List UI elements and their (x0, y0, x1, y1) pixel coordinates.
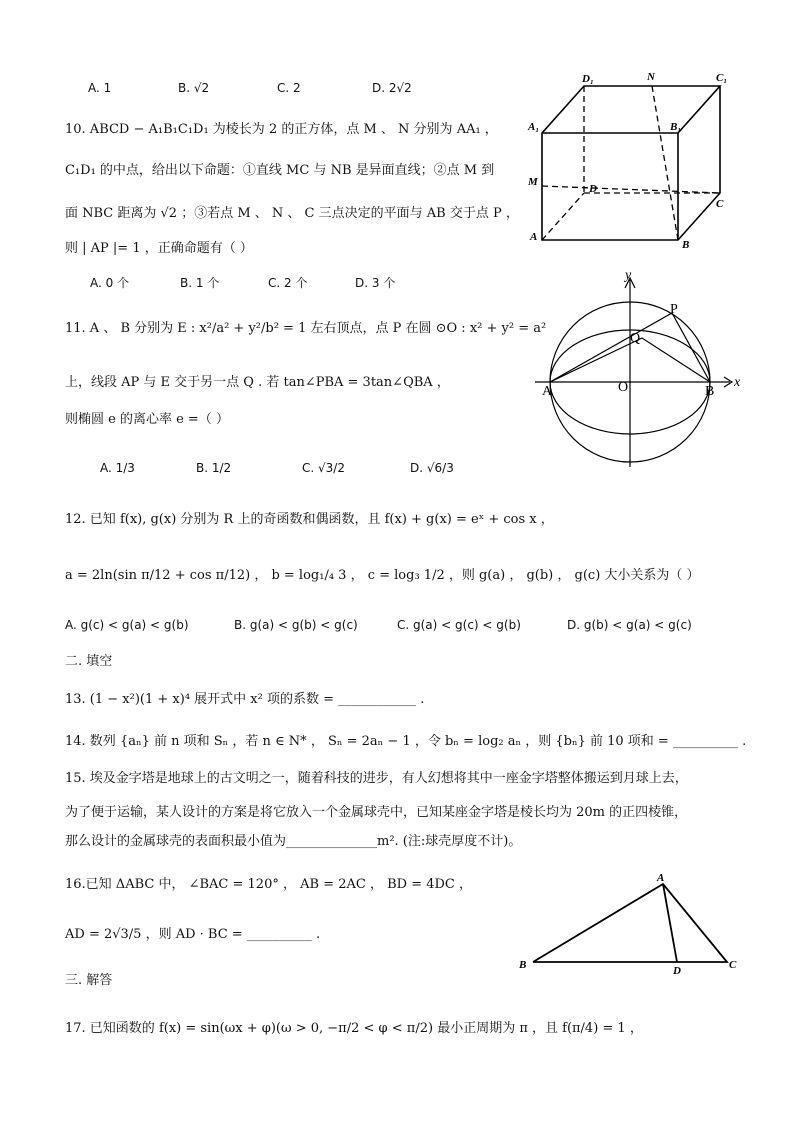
q11-line-3: 则椭圆 e 的离心率 e =（ ） (65, 412, 229, 427)
label-c1: C₁ (716, 72, 728, 84)
section-fill-in: 二. 填空 (65, 654, 113, 669)
axis-label-y: y (625, 268, 632, 283)
q10-line-1: 10. ABCD − A₁B₁C₁D₁ 为棱长为 2 的正方体，点 M 、 N 分别为 AA₁ ， (65, 122, 498, 137)
q9-option-d: D. 2√2 (372, 81, 412, 95)
point-label-a: A (542, 384, 553, 399)
q10-line-4: 则 | AP |= 1 ，正确命题有（ ） (65, 241, 253, 256)
point-label-p: P (670, 302, 678, 317)
q12-line-2: a = 2ln(sin π/12 + cos π/12) ， b = log₁/₄ 3 ， c = log₃ 1/2 ，则 g(a) ， g(b) ， g(c) 大小关系为（ ） (65, 568, 700, 583)
q9-option-c: C. 2 (277, 81, 301, 95)
q10-option-a: A. 0 个 (90, 276, 130, 290)
q10-option-d: D. 3 个 (355, 276, 396, 290)
q9-option-b: B. √2 (178, 81, 210, 95)
q10-option-c: C. 2 个 (268, 276, 308, 290)
axis-label-x: x (734, 375, 741, 390)
q12-option-b: B. g(a) < g(b) < g(c) (234, 618, 358, 632)
tri-label-c: C (729, 959, 737, 971)
q13-text: 13. (1 − x²)(1 + x)⁴ 展开式中 x² 项的系数 = ____________ . (65, 692, 425, 707)
label-c: C (716, 198, 724, 210)
q15-line-3: 那么设计的金属球壳的表面积最小值为______________m². (注:球壳厚度不计)。 (65, 834, 522, 849)
q11-option-c: C. √3/2 (302, 461, 345, 475)
point-label-o: O (618, 380, 629, 395)
tri-label-b: B (519, 959, 527, 971)
cube-figure (520, 68, 740, 253)
label-d: D (589, 183, 597, 195)
q14-text: 14. 数列 {aₙ} 前 n 项和 Sₙ ，若 n ∈ N* ， Sₙ = 2aₙ − 1 ，令 bₙ = log₂ aₙ ，则 {bₙ} 前 10 项和 = __________ . (65, 734, 747, 749)
tri-label-a: A (657, 872, 665, 884)
label-n: N (647, 71, 655, 83)
q11-line-2: 上，线段 AP 与 E 交于另一点 Q . 若 tan∠PBA = 3tan∠QBA ， (65, 375, 450, 390)
label-a1: A₁ (528, 121, 540, 133)
q11-option-d: D. √6/3 (410, 461, 454, 475)
label-b1: B₁ (670, 121, 682, 133)
label-a: A (530, 231, 538, 243)
q15-line-1: 15. 埃及金字塔是地球上的古文明之一，随着科技的进步，有人幻想将其中一座金字塔整体搬运到月球上去， (65, 771, 688, 786)
q15-line-2: 为了便于运输，某人设计的方案是将它放入一个金属球壳中，已知某座金字塔是棱长均为 20m 的正四棱锥， (65, 805, 688, 820)
q17-text: 17. 已知函数的 f(x) = sin(ωx + φ)(ω > 0, −π/2 < φ < π/2) 最小正周期为 π ，且 f(π/4) = 1 ， (65, 1021, 643, 1036)
q16-line-2: AD = 2√3/5 ，则 AD · BC = __________ . (65, 927, 321, 942)
point-label-b: B (705, 384, 715, 399)
q10-line-3: 面 NBC 距离为 √2 ；③若点 M 、 N 、 C 三点决定的平面与 AB 交于点 P ， (65, 206, 519, 221)
q11-option-b: B. 1/2 (196, 461, 232, 475)
q12-option-c: C. g(a) < g(c) < g(b) (397, 618, 521, 632)
tri-label-d: D (673, 965, 681, 977)
label-d1: D₁ (582, 73, 594, 85)
q11-line-1: 11. A 、 B 分别为 E : x²/a² + y²/b² = 1 左右顶点，点 P 在圆 ⊙O : x² + y² = a² (65, 321, 547, 336)
q12-line-1: 12. 已知 f(x), g(x) 分别为 R 上的奇函数和偶函数，且 f(x) + g(x) = eˣ + cos x ， (65, 512, 554, 527)
q12-option-a: A. g(c) < g(a) < g(b) (65, 618, 189, 632)
triangle-figure (515, 870, 755, 980)
q9-option-a: A. 1 (88, 81, 112, 95)
label-m: M (528, 176, 538, 188)
q16-line-1: 16.已知 ΔABC 中， ∠BAC = 120° ， AB = 2AC ， BD = 4DC ， (65, 877, 472, 892)
label-b: B (682, 239, 690, 251)
point-label-q: Q (630, 331, 641, 346)
ellipse-figure (530, 265, 750, 475)
q12-option-d: D. g(b) < g(a) < g(c) (567, 618, 692, 632)
q10-option-b: B. 1 个 (180, 276, 220, 290)
section-solve: 三. 解答 (65, 973, 113, 988)
q11-option-a: A. 1/3 (100, 461, 135, 475)
q10-line-2: C₁D₁ 的中点，给出以下命题：①直线 MC 与 NB 是异面直线；②点 M 到 (65, 163, 495, 178)
